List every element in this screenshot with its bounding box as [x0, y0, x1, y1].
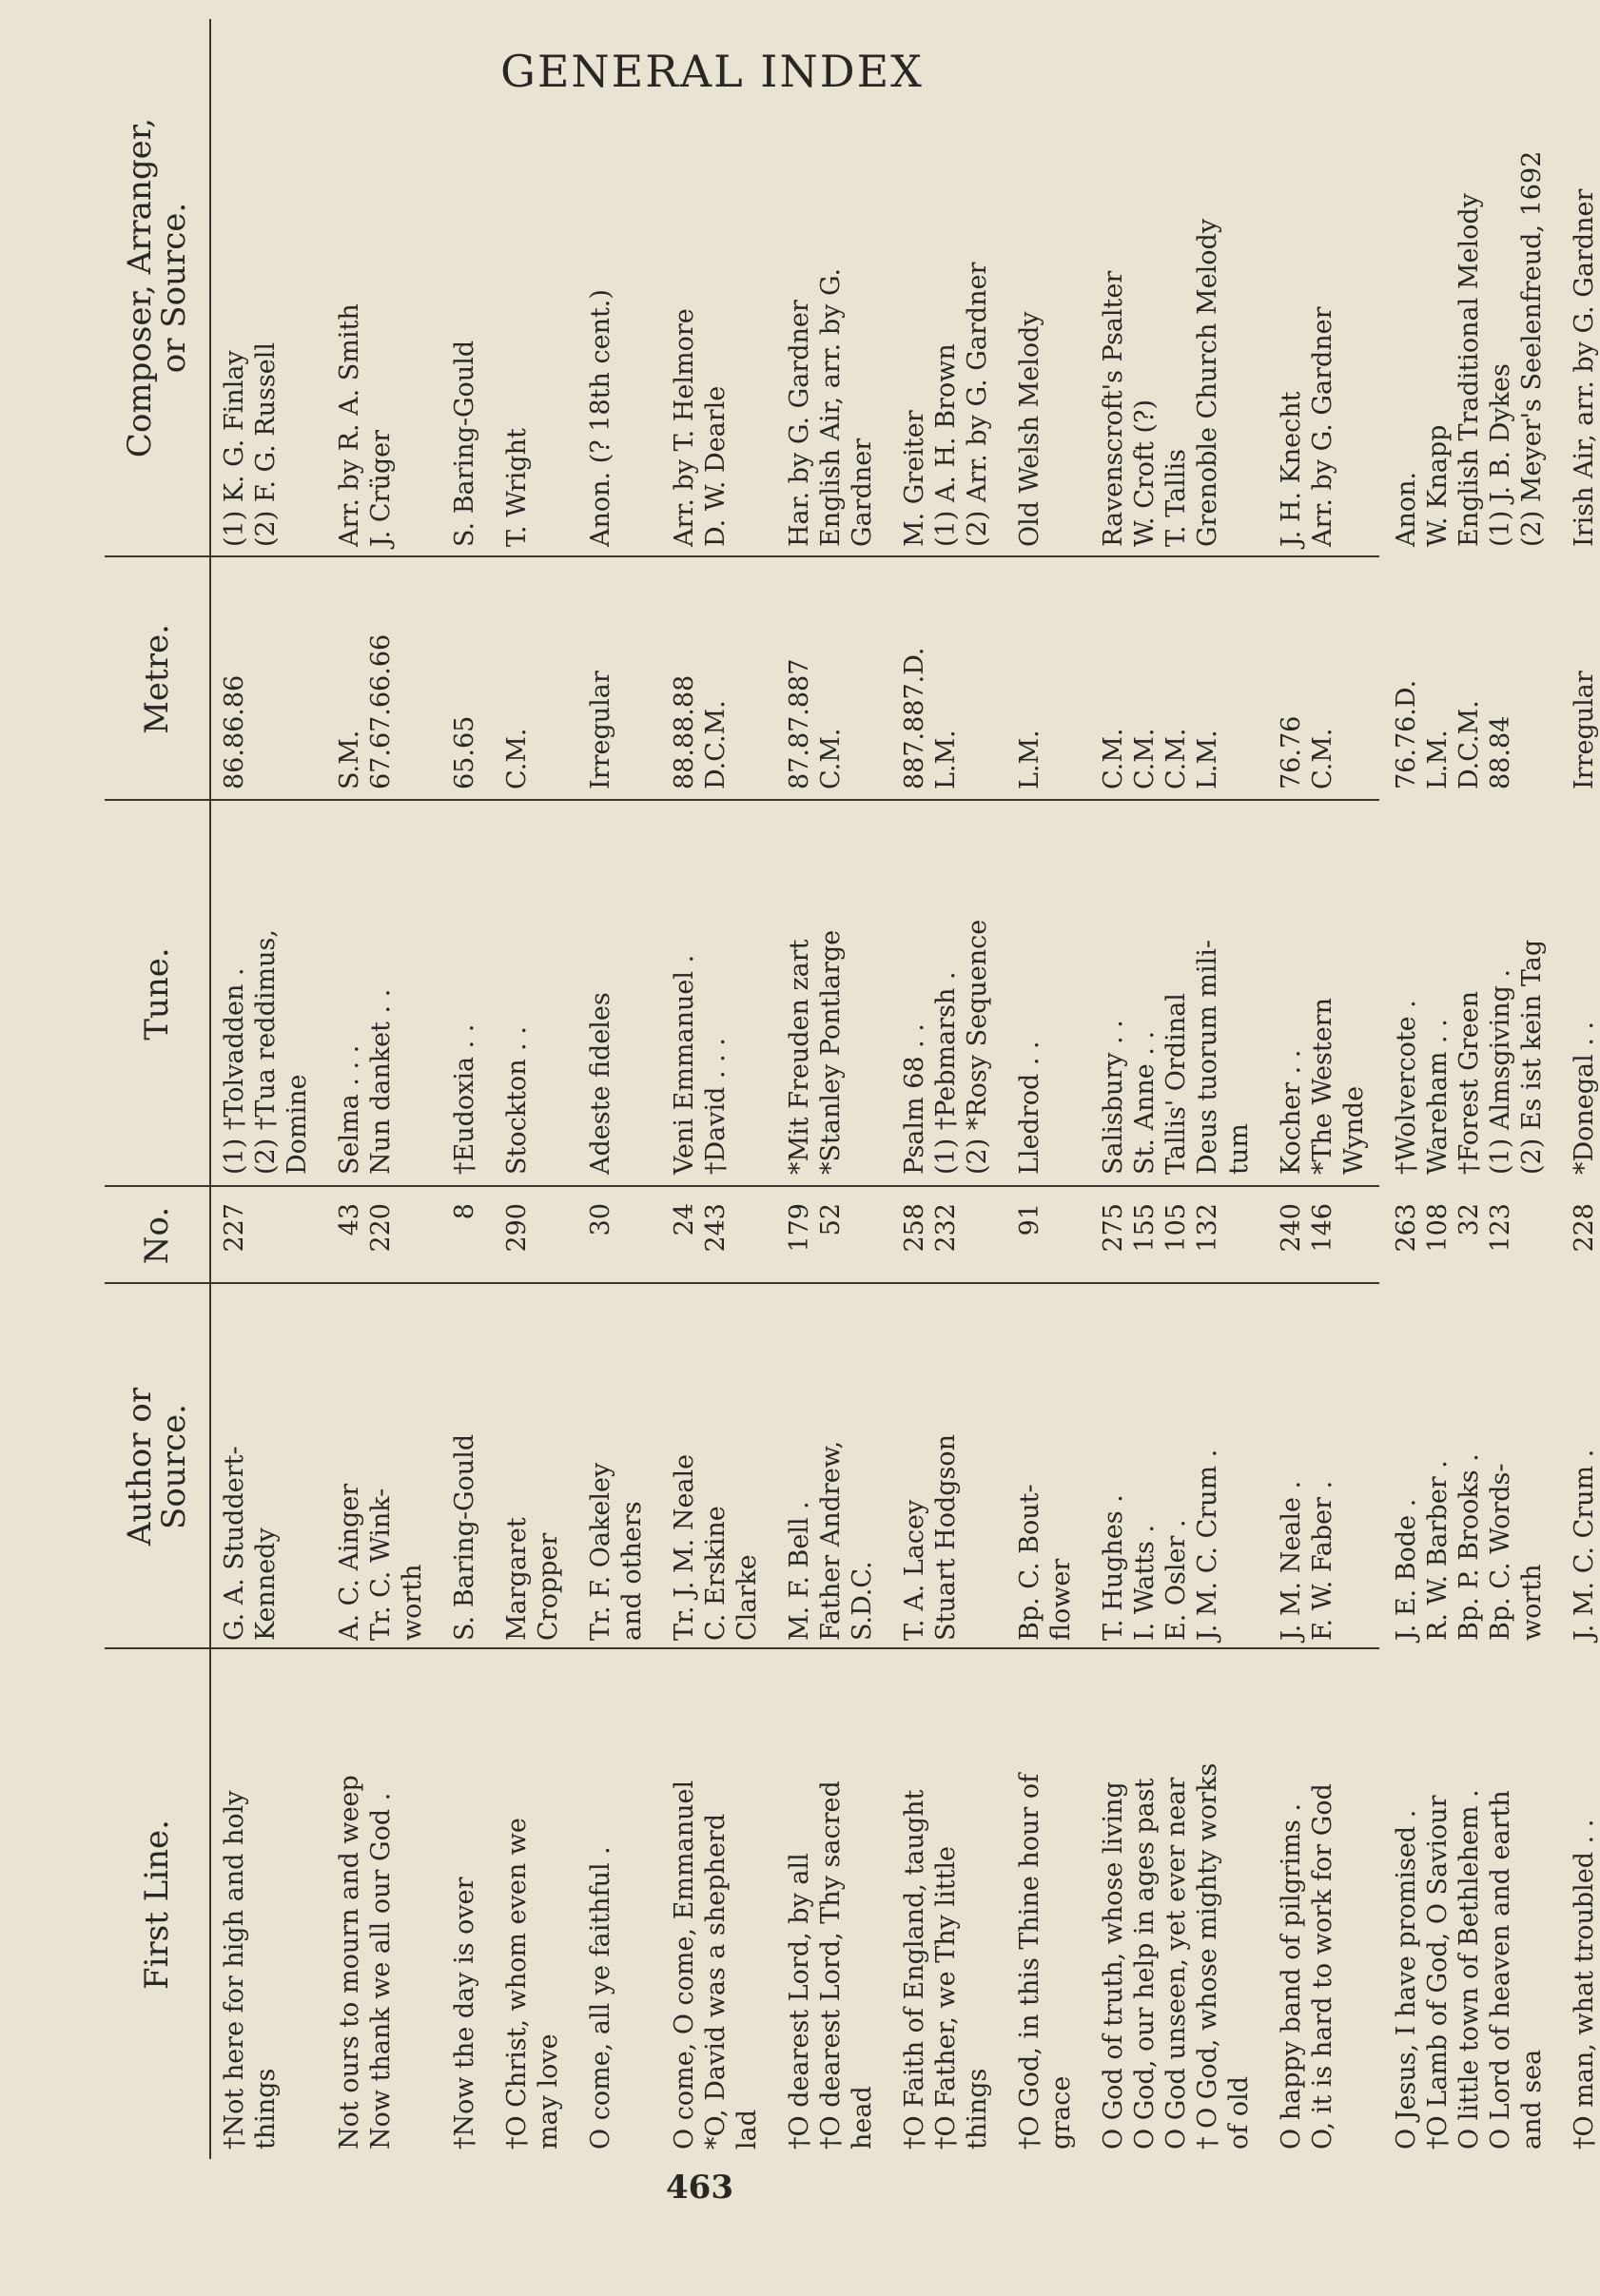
number-cell-line: 105 [1161, 1203, 1191, 1253]
metre-cell-line: 76.76 [1277, 715, 1306, 789]
tune-cell-line: (2) *Rosy Sequence [963, 919, 992, 1175]
tune-cell-line: †David . . . [701, 1038, 731, 1175]
tune-cell-line: Stockton . . [502, 1026, 532, 1175]
author-cell-line: Tr. F. Oakeley [586, 1462, 615, 1641]
composer-cell-line: Ravenscroft's Psalter [1099, 270, 1128, 547]
number-cell-line: 43 [335, 1203, 364, 1236]
tune-cell-line: Wareham . . [1423, 1019, 1453, 1175]
header-metre: Metre. [138, 624, 176, 734]
author-cell-line: worth [1517, 1564, 1547, 1641]
composer-cell-line: (1) K. G. Finlay [220, 350, 249, 547]
composer-cell-line: Har. by G. Gardner [785, 300, 814, 547]
composer-cell-line: Anon. [1392, 471, 1421, 547]
first-line-cell-line: may love [534, 2033, 563, 2150]
metre-cell [1014, 561, 1045, 789]
first-line-cell [1014, 1655, 1077, 2150]
number-cell [334, 1203, 397, 1279]
column-rule [105, 799, 1379, 801]
tune-cell-line: St. Anne . . [1130, 1030, 1160, 1175]
number-cell-line: 132 [1193, 1203, 1222, 1253]
number-cell-line: 258 [900, 1203, 929, 1253]
tune-cell [219, 813, 313, 1175]
author-cell-line: Bp. C. Words- [1486, 1463, 1515, 1641]
first-line-cell-line: things [251, 2068, 281, 2150]
author-cell-line: M. F. Bell . [785, 1501, 814, 1641]
first-line-cell-line: O Jesus, I have promised . [1392, 1809, 1421, 2150]
first-line-cell-line: O come, all ye faithful . [586, 1846, 615, 2150]
metre-cell-line: 65.65 [450, 715, 479, 789]
number-cell [1014, 1203, 1045, 1279]
first-line-cell-line: head [848, 2086, 877, 2150]
tune-cell [669, 813, 732, 1175]
metre-cell-line: Irregular [1570, 671, 1599, 789]
composer-cell [1391, 14, 1548, 547]
number-cell-line: 220 [366, 1203, 396, 1253]
first-line-cell-line: O little town of Bethlehem . [1454, 1789, 1484, 2150]
composer-cell [449, 14, 480, 547]
first-line-cell-line: † O God, whose mighty works [1193, 1762, 1222, 2150]
first-line-cell-line: and sea [1517, 2049, 1547, 2150]
tune-cell-line: †Forest Green [1454, 990, 1484, 1175]
header-author-line: Source. [155, 1404, 193, 1529]
metre-cell-line: C.M. [502, 728, 532, 789]
tune-cell [585, 813, 616, 1175]
composer-cell-line: English Traditional Melody [1454, 193, 1484, 547]
first-line-cell [449, 1655, 480, 2150]
number-cell-line: 263 [1392, 1203, 1421, 1253]
header-tune: Tune. [138, 947, 176, 1041]
number-cell [1391, 1203, 1516, 1279]
tune-cell [899, 813, 993, 1175]
composer-cell-line: T. Tallis [1161, 449, 1191, 547]
first-line-cell [219, 1655, 282, 2150]
number-cell-line: 30 [586, 1203, 615, 1236]
tune-cell-line: *The Western [1308, 998, 1337, 1175]
first-line-cell-line: †O Lamb of God, O Saviour [1423, 1795, 1453, 2150]
column-rule [105, 1185, 1379, 1187]
composer-cell-line: Arr. by T. Helmore [670, 308, 699, 547]
number-cell [219, 1203, 250, 1279]
composer-cell [669, 14, 732, 547]
metre-cell [1098, 561, 1223, 789]
tune-cell [1569, 813, 1600, 1175]
metre-cell [219, 561, 250, 789]
author-cell-line: Cropper [534, 1532, 563, 1641]
author-cell [219, 1289, 282, 1641]
tune-cell-line: (1) †Tolvadden . [220, 967, 249, 1175]
tune-cell-line: Adeste fideles [586, 992, 615, 1175]
metre-cell-line: 76.76.D. [1392, 679, 1421, 789]
author-cell-line: Margaret [502, 1517, 532, 1641]
tune-cell-line: (1) Almsgiving . [1486, 968, 1515, 1175]
composer-cell-line: (2) Arr. by G. Gardner [963, 262, 992, 547]
header-composer-line: Composer, Arranger, [121, 117, 159, 458]
first-line-cell [1391, 1655, 1548, 2150]
first-line-cell-line: O God of truth, whose living [1099, 1781, 1128, 2150]
tune-cell-line: *Mit Freuden zart [785, 939, 814, 1175]
header-composer-line: or Source. [155, 202, 193, 374]
first-line-cell-line: †O Christ, whom even we [502, 1818, 532, 2150]
first-line-cell [899, 1655, 993, 2150]
metre-cell-line: C.M. [1161, 728, 1191, 789]
composer-cell-line: Irish Air, arr. by G. Gardner [1570, 188, 1599, 547]
column-rule [105, 555, 1379, 557]
author-cell-line: Bp. C. Bout- [1015, 1484, 1044, 1641]
tune-cell [334, 813, 397, 1175]
number-cell-line: 123 [1486, 1203, 1515, 1253]
metre-cell-line: C.M. [1099, 728, 1128, 789]
number-cell [669, 1203, 732, 1279]
author-cell-line: Kennedy [251, 1527, 281, 1641]
author-cell [1276, 1289, 1338, 1641]
number-cell-line: 227 [220, 1203, 249, 1253]
tune-cell [449, 813, 480, 1175]
number-cell-line: 228 [1570, 1203, 1599, 1253]
author-cell-line: S.D.C. [848, 1561, 877, 1641]
metre-cell [334, 561, 397, 789]
first-line-cell-line: Now thank we all our God . [366, 1792, 396, 2150]
author-cell [669, 1289, 763, 1641]
metre-cell [1569, 561, 1600, 789]
author-cell-line: J. M. Neale . [1277, 1480, 1306, 1641]
metre-cell [1276, 561, 1338, 789]
author-cell-line: J. M. C. Crum . [1193, 1449, 1222, 1641]
composer-cell-line: S. Baring-Gould [450, 340, 479, 547]
first-line-cell-line: O Lord of heaven and earth [1486, 1790, 1515, 2150]
first-line-cell-line: grace [1046, 2075, 1076, 2150]
author-cell-line: Father Andrew, [816, 1440, 846, 1641]
metre-cell [669, 561, 732, 789]
number-cell-line: 240 [1277, 1203, 1306, 1253]
column-rule [105, 1647, 1379, 1649]
first-line-cell-line: of old [1224, 2075, 1254, 2150]
author-cell-line: S. Baring-Gould [450, 1433, 479, 1641]
author-cell-line: and others [617, 1501, 647, 1641]
composer-cell [1014, 14, 1045, 547]
tune-cell-line: Nun danket . . [366, 988, 396, 1175]
composer-cell-line: W. Knapp [1423, 424, 1453, 547]
first-line-cell [585, 1655, 616, 2150]
number-cell-line: 24 [670, 1203, 699, 1236]
author-cell-line: Tr. J. M. Neale [670, 1453, 699, 1641]
metre-cell-line: L.M. [1193, 730, 1222, 789]
first-line-cell-line: O God unseen, yet ever near [1161, 1777, 1191, 2150]
first-line-cell-line: Not ours to mourn and weep [335, 1775, 364, 2150]
page-number: 463 [666, 2169, 733, 2207]
number-cell [449, 1203, 480, 1279]
metre-cell [449, 561, 480, 789]
tune-cell-line: (2) †Tua reddimus, [251, 929, 281, 1175]
tune-cell [501, 813, 533, 1175]
metre-cell-line: 86.86.86 [220, 674, 249, 789]
first-line-cell-line: O happy band of pilgrims . [1277, 1802, 1306, 2150]
composer-cell [585, 14, 616, 547]
author-cell-line: J. E. Bode . [1392, 1498, 1421, 1641]
metre-cell-line: 88.88.88 [670, 674, 699, 789]
composer-cell-line: Old Welsh Melody [1015, 311, 1044, 547]
author-cell [501, 1289, 564, 1641]
tune-cell-line: Selma . . . [335, 1044, 364, 1175]
tune-cell-line: Lledrod . . [1015, 1041, 1044, 1175]
first-line-cell-line: †Now the day is over [450, 1877, 479, 2150]
tune-cell [784, 813, 847, 1175]
number-cell-line: 179 [785, 1203, 814, 1253]
composer-cell-line: T. Wright [502, 428, 532, 547]
tune-cell-line: †Wolvercote . [1392, 1000, 1421, 1175]
number-cell-line: 146 [1308, 1203, 1337, 1253]
tune-cell [1391, 813, 1548, 1175]
author-cell [334, 1289, 428, 1641]
author-cell-line: flower [1046, 1558, 1076, 1641]
number-cell [784, 1203, 847, 1279]
first-line-cell [1098, 1655, 1255, 2150]
author-cell [585, 1289, 648, 1641]
tune-cell-line: *Donegal . . [1570, 1021, 1599, 1175]
author-cell-line: I. Watts . [1130, 1524, 1160, 1641]
tune-cell-line: *Stanley Pontlarge [816, 929, 846, 1175]
number-cell [1276, 1203, 1338, 1279]
metre-cell [1391, 561, 1516, 789]
tune-cell-line: Deus tuorum mili- [1193, 939, 1222, 1175]
author-cell [1569, 1289, 1600, 1641]
first-line-cell-line: †O God, in this Thine hour of [1015, 1773, 1044, 2150]
tune-cell-line: Psalm 68 . . [900, 1023, 929, 1175]
composer-cell-line: J. Crüger [366, 429, 396, 547]
first-line-cell [784, 1655, 878, 2150]
metre-cell-line: 887.887.D. [900, 647, 929, 789]
metre-cell-line: 87.87.887 [785, 658, 814, 789]
composer-cell [1569, 14, 1600, 547]
number-cell-line: 91 [1015, 1203, 1044, 1236]
column-rule [105, 1282, 1379, 1284]
first-line-cell [669, 1655, 763, 2150]
number-cell [501, 1203, 533, 1279]
metre-cell-line: D.C.M. [1454, 700, 1484, 789]
author-cell-line: Tr. C. Wink- [366, 1488, 396, 1641]
tune-cell-line: Tallis' Ordinal [1161, 993, 1191, 1175]
composer-cell [334, 14, 397, 547]
metre-cell-line: 88.84 [1486, 715, 1515, 789]
composer-cell-line: Arr. by G. Gardner [1308, 306, 1337, 547]
header-first-line: First Line. [138, 1819, 176, 1990]
metre-cell [501, 561, 533, 789]
metre-cell-line: C.M. [1130, 728, 1160, 789]
metre-cell-line: C.M. [1308, 728, 1337, 789]
metre-cell-line: L.M. [1015, 730, 1044, 789]
number-cell [1098, 1203, 1223, 1279]
author-cell-line: Clarke [732, 1554, 762, 1641]
first-line-cell-line: †O dearest Lord, Thy sacred [816, 1780, 846, 2150]
composer-cell-line: (2) F. G. Russell [251, 342, 281, 547]
number-cell-line: 232 [931, 1203, 961, 1253]
page-title: GENERAL INDEX [500, 46, 924, 97]
first-line-cell-line: †O dearest Lord, by all [785, 1853, 814, 2150]
header-author [105, 1285, 209, 1648]
metre-cell [899, 561, 962, 789]
first-line-cell-line: O, it is hard to work for God [1308, 1783, 1337, 2150]
first-line-cell-line: O God, our help in ages past [1130, 1778, 1160, 2150]
metre-cell-line: D.C.M. [701, 700, 731, 789]
composer-cell-line: Anon. (? 18th cent.) [586, 289, 615, 547]
number-cell-line: 108 [1423, 1203, 1453, 1253]
tune-cell-line: tum [1224, 1123, 1254, 1175]
table-header [105, 19, 211, 2159]
composer-cell-line: J. H. Knecht [1277, 391, 1306, 547]
tune-cell-line: (1) †Pebmarsh . [931, 971, 961, 1175]
author-cell [1391, 1289, 1548, 1641]
number-cell-line: 155 [1130, 1203, 1160, 1253]
number-cell-line: 8 [450, 1203, 479, 1220]
number-cell [1569, 1203, 1600, 1279]
author-cell [1098, 1289, 1223, 1641]
composer-cell-line: Arr. by R. A. Smith [335, 303, 364, 547]
first-line-cell-line: things [963, 2068, 992, 2150]
author-cell [899, 1289, 962, 1641]
tune-cell-line: †Eudoxia . . [450, 1023, 479, 1175]
composer-cell-line: Grenoble Church Melody [1193, 218, 1222, 547]
tune-cell-line: Veni Emmanuel . [670, 954, 699, 1175]
author-cell-line: R. W. Barber . [1423, 1460, 1453, 1641]
header-composer [105, 19, 209, 556]
number-cell [899, 1203, 962, 1279]
metre-cell-line: L.M. [931, 730, 961, 789]
first-line-cell [501, 1655, 564, 2150]
number-cell [585, 1203, 616, 1279]
header-author-line: Author or [121, 1387, 159, 1547]
metre-cell-line: C.M. [816, 728, 846, 789]
author-cell-line: F. W. Faber . [1308, 1480, 1337, 1641]
first-line-cell-line: O come, O come, Emmanuel [670, 1780, 699, 2150]
author-cell-line: E. Osler . [1161, 1519, 1191, 1641]
author-cell-line: worth [398, 1564, 427, 1641]
first-line-cell-line: †O man, what troubled . . [1570, 1819, 1599, 2150]
composer-cell-line: W. Croft (?) [1130, 399, 1160, 547]
metre-cell-line: 67.67.66.66 [366, 633, 396, 789]
metre-cell-line: S.M. [335, 730, 364, 789]
author-cell-line: G. A. Studdert- [220, 1446, 249, 1641]
metre-cell [585, 561, 616, 789]
composer-cell-line: English Air, arr. by G. [816, 267, 846, 547]
tune-cell [1276, 813, 1370, 1175]
author-cell-line: Stuart Hodgson [931, 1433, 961, 1641]
number-cell-line: 243 [701, 1203, 731, 1253]
first-line-cell [1276, 1655, 1338, 2150]
composer-cell-line: Gardner [848, 438, 877, 547]
first-line-cell [334, 1655, 397, 2150]
tune-cell [1098, 813, 1255, 1175]
author-cell-line: A. C. Ainger [335, 1483, 364, 1641]
tune-cell-line: Wynde [1339, 1085, 1369, 1175]
tune-cell-line: Salisbury . . [1099, 1020, 1128, 1175]
metre-cell-line: Irregular [586, 671, 615, 789]
number-cell-line: 290 [502, 1203, 532, 1253]
metre-cell [784, 561, 847, 789]
number-cell-line: 275 [1099, 1203, 1128, 1253]
composer-cell [1098, 14, 1223, 547]
author-cell [784, 1289, 878, 1641]
first-line-cell-line: *O, David was a shepherd [701, 1813, 731, 2150]
first-line-cell-line: †O Faith of England, taught [900, 1789, 929, 2150]
first-line-cell-line: †Not here for high and holy [220, 1790, 249, 2150]
author-cell-line: C. Erskine [701, 1506, 731, 1641]
first-line-cell-line: †O Father, we Thy little [931, 1845, 961, 2150]
composer-cell [219, 14, 282, 547]
composer-cell [899, 14, 993, 547]
composer-cell-line: D. W. Dearle [701, 385, 731, 547]
tune-cell-line: Kocher . . [1277, 1049, 1306, 1175]
composer-cell [501, 14, 533, 547]
number-cell-line: 52 [816, 1203, 846, 1236]
composer-cell-line: (2) Meyer's Seelenfreud, 1692 [1517, 150, 1547, 547]
composer-cell-line: (1) A. H. Brown [931, 343, 961, 547]
tune-cell-line: Domine [283, 1074, 312, 1175]
metre-cell-line: L.M. [1423, 730, 1453, 789]
author-cell-line: T. A. Lacey [900, 1499, 929, 1641]
first-line-cell-line: lad [732, 2109, 762, 2150]
tune-cell-line: (2) Es ist kein Tag [1517, 939, 1547, 1175]
index-table [105, 19, 1599, 2159]
author-cell [449, 1289, 480, 1641]
author-cell-line: T. Hughes . [1099, 1494, 1128, 1641]
tune-cell [1014, 813, 1045, 1175]
number-cell-line: 32 [1454, 1203, 1484, 1236]
composer-cell-line: M. Greiter [900, 410, 929, 547]
author-cell-line: Bp. P. Brooks . [1454, 1453, 1484, 1641]
composer-cell [784, 14, 878, 547]
header-no: No. [138, 1206, 176, 1265]
composer-cell [1276, 14, 1338, 547]
author-cell-line: J. M. C. Crum . [1570, 1449, 1599, 1641]
composer-cell-line: (1) J. B. Dykes [1486, 363, 1515, 547]
author-cell [1014, 1289, 1077, 1641]
first-line-cell [1569, 1655, 1600, 2150]
